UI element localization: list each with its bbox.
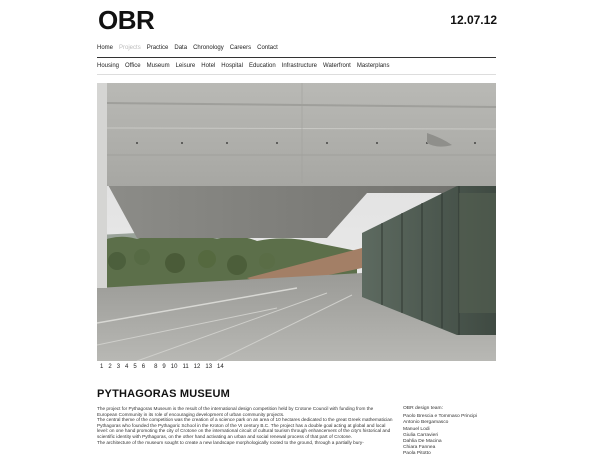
site-logo[interactable]: OBR <box>98 5 155 35</box>
image-pager <box>100 364 224 370</box>
team-member: Giulia Carravieri <box>403 432 439 438</box>
nav-item-chronology[interactable]: Chronology <box>193 45 224 51</box>
main-nav <box>97 45 278 51</box>
pager-page-14[interactable]: 14 <box>217 364 224 370</box>
team-member: Dahlia De Macina <box>403 439 442 445</box>
category-waterfront[interactable]: Waterfront <box>323 63 351 69</box>
pager-page-2[interactable]: 2 <box>108 364 112 370</box>
team-member: Manuel Lodi <box>403 426 430 432</box>
nav-item-contact[interactable]: Contact <box>257 45 278 51</box>
nav-item-projects[interactable]: Projects <box>119 45 141 51</box>
category-education[interactable]: Education <box>248 63 276 69</box>
pager-page-10[interactable]: 10 <box>170 364 178 370</box>
team-member: Paola Pitotto <box>403 451 431 457</box>
nav-divider <box>97 57 496 58</box>
category-housing[interactable]: Housing <box>97 63 120 69</box>
pager-page-3[interactable]: 3 <box>116 364 121 370</box>
description-paragraph-2: The central theme of the competition was the creation of a science park on an area of 10 hectares dedicated to the great Greek mathematician Pythagoras who founded the Pythagoric School in the Kroton of the VI century B.C. The project has a double goal acting at global and local level: on one hand promoting the city of Crotone on the international circuit of cultural tourism through enhancement of the city's historical and scientific identity with Pythagoras, on the other hand activating an urban and social renewal process of that part of Crotone. <box>97 417 393 439</box>
pager-page-13[interactable]: 13 <box>205 364 213 370</box>
category-hospital[interactable]: Hospital <box>221 63 243 69</box>
team-member: Chiara Fannea <box>403 445 436 451</box>
description-paragraph-3: The architecture of the museum sought to create a new landscape morphologically rooted to the ground, through a partially bury- <box>97 439 364 445</box>
pager-page-11[interactable]: 11 <box>182 364 189 370</box>
pager-page-12[interactable]: 12 <box>193 364 201 370</box>
category-leisure[interactable]: Leisure <box>175 63 196 69</box>
project-title: PYTHAGORAS MUSEUM <box>97 388 230 400</box>
pager-page-6[interactable]: 6 <box>141 364 146 370</box>
category-nav <box>97 63 390 69</box>
team-member: Antonio Bergamasco <box>403 420 449 426</box>
project-photo[interactable] <box>97 83 496 361</box>
project-description <box>97 406 393 445</box>
category-museum[interactable]: Museum <box>146 63 170 69</box>
nav-item-careers[interactable]: Careers <box>229 45 252 51</box>
nav-item-practice[interactable]: Practice <box>146 45 169 51</box>
category-masterplans[interactable]: Masterplans <box>356 63 390 69</box>
pager-page-1[interactable]: 1 <box>100 364 104 370</box>
museum-photo-illustration <box>97 83 496 361</box>
pager-page-9[interactable]: 9 <box>162 364 166 370</box>
category-infrastructure[interactable]: Infrastructure <box>281 63 318 69</box>
pager-page-4[interactable]: 4 <box>125 364 129 370</box>
team-member: Paolo Brescia e Tommaso Principi <box>403 414 478 420</box>
nav-item-data[interactable]: Data <box>174 45 188 51</box>
category-office[interactable]: Office <box>125 63 141 69</box>
category-hotel[interactable]: Hotel <box>201 63 216 69</box>
description-paragraph-1: The project for Pythagoras Museum is the result of the international design competition held by Crotone Council with funding from the European Community in its role of encouraging development of urban community projects. <box>97 406 374 417</box>
team-label: OBR design team: <box>403 406 443 411</box>
category-divider <box>97 74 496 75</box>
header-date: 12.07.12 <box>450 13 497 27</box>
pager-page-5[interactable]: 5 <box>133 364 137 370</box>
nav-item-home[interactable]: Home <box>97 45 114 51</box>
pager-page-8[interactable]: 8 <box>154 364 158 370</box>
